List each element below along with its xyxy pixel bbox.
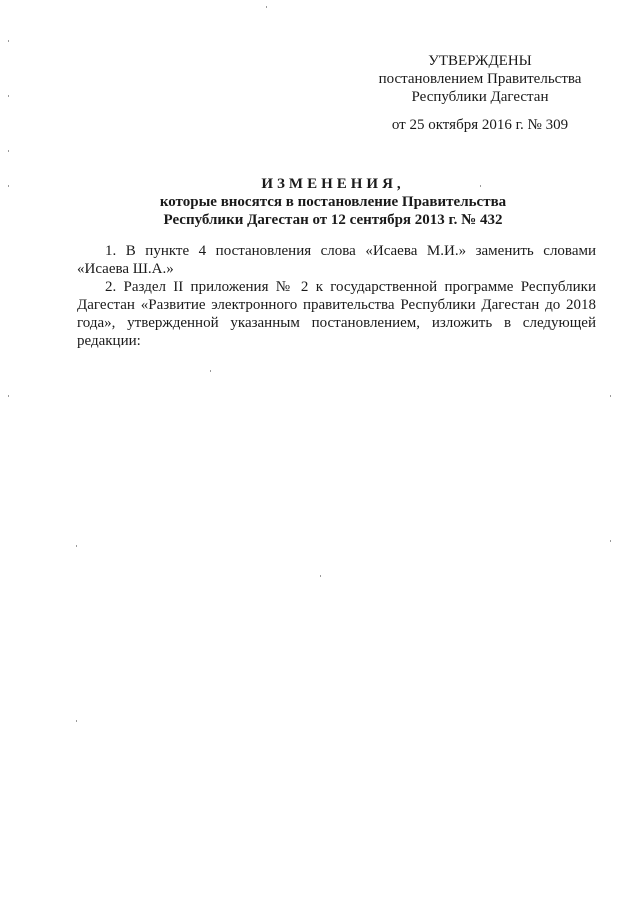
approval-title: УТВЕРЖДЕНЫ <box>428 53 532 69</box>
scan-speck <box>8 95 9 97</box>
paragraph-1: 1. В пункте 4 постановления слова «Исаева М.И.» заменить словами «Исаева Ш.А.» <box>77 243 596 277</box>
document-title: ИЗМЕНЕНИЯ, <box>261 176 405 192</box>
scan-speck <box>76 545 77 547</box>
approval-block <box>340 52 620 134</box>
scan-speck <box>610 540 611 542</box>
approval-authority: постановлением Правительства <box>378 71 582 87</box>
paragraph-2: 2. Раздел II приложения № 2 к государственной программе Республики Дагестан «Развитие электронного правительства Республики Дагестан до 2018 года», утвержденной указанным постановлением, изложить в следующей редакции: <box>77 279 596 349</box>
scan-speck <box>610 395 611 397</box>
document-header <box>60 175 606 229</box>
scan-speck <box>8 185 9 187</box>
scan-speck <box>210 370 211 372</box>
scan-speck <box>8 40 9 42</box>
scan-speck <box>8 150 9 152</box>
approval-date: от 25 октября 2016 г. № 309 <box>391 117 569 133</box>
scan-speck <box>76 720 77 722</box>
scan-speck <box>266 6 267 8</box>
document-body <box>77 242 596 350</box>
scan-speck <box>320 575 321 577</box>
document-subtitle-line2: Республики Дагестан от 12 сентября 2013 г. № 432 <box>163 212 503 228</box>
document-subtitle-line1: которые вносятся в постановление Правительства <box>159 194 507 210</box>
approval-region: Республики Дагестан <box>411 89 549 105</box>
scan-speck <box>8 395 9 397</box>
